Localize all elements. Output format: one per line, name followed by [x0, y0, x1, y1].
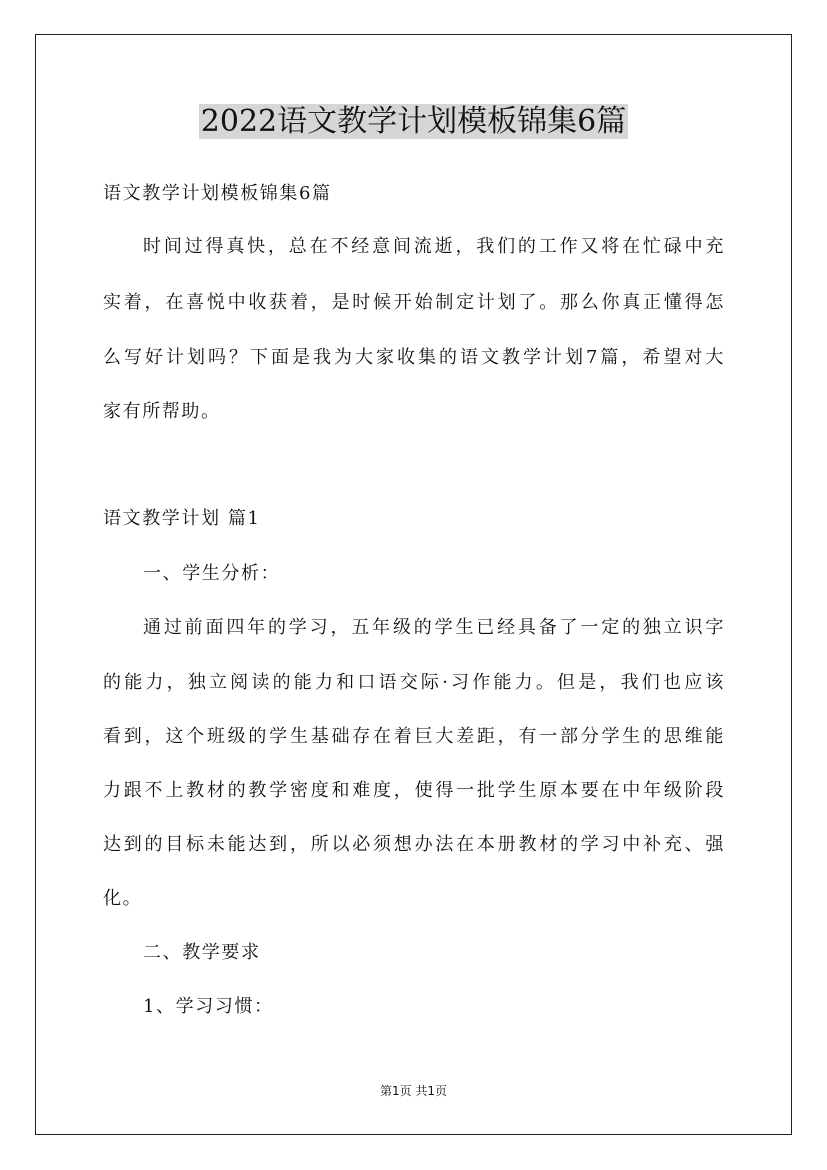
- part1-line-6: 化。: [103, 888, 143, 909]
- section-heading: 语文教学计划 篇1: [103, 508, 261, 529]
- part1-heading: 一、学生分析：: [143, 563, 281, 584]
- part2-item-1: 1、学习习惯：: [143, 996, 274, 1017]
- intro-line-2: 实着，在喜悦中收获着，是时候开始制定计划了。那么你真正懂得怎: [103, 292, 725, 313]
- part1-line-2: 的能力，独立阅读的能力和口语交际·习作能力。但是，我们也应该: [103, 672, 725, 693]
- part1-line-5: 达到的目标未能达到，所以必须想办法在本册教材的学习中补充、强: [103, 834, 725, 855]
- document-subtitle: 语文教学计划模板锦集6篇: [103, 183, 332, 204]
- page-number: 第1页 共1页: [379, 1084, 448, 1098]
- part1-line-3: 看到，这个班级的学生基础存在着巨大差距，有一部分学生的思维能: [103, 726, 725, 747]
- document-title-text: 2022语文教学计划模板锦集6篇: [200, 104, 627, 139]
- intro-line-4: 家有所帮助。: [103, 401, 221, 422]
- part1-line-1: 通过前面四年的学习，五年级的学生已经具备了一定的独立识字: [143, 617, 725, 638]
- intro-line-3: 么写好计划吗？下面是我为大家收集的语文教学计划7篇，希望对大: [103, 347, 725, 368]
- document-title: [0, 100, 827, 144]
- intro-line-1: 时间过得真快，总在不经意间流逝，我们的工作又将在忙碌中充: [143, 236, 725, 257]
- part1-line-4: 力跟不上教材的教学密度和难度，使得一批学生原本要在中年级阶段: [103, 780, 725, 801]
- part2-heading: 二、教学要求: [143, 942, 261, 963]
